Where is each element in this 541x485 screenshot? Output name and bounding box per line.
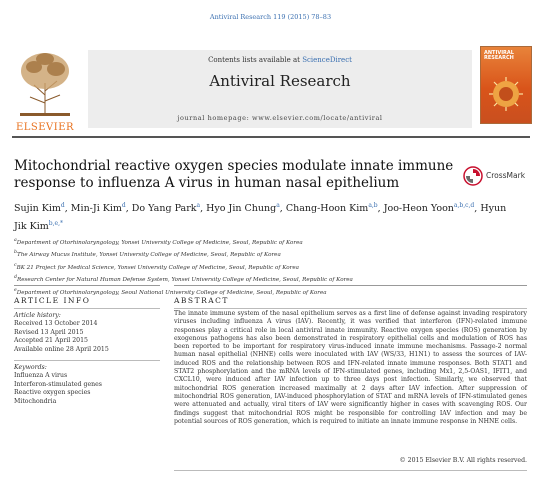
abstract-text: The innate immune system of the nasal epithelium serves as a first line of defense against invading respiratory viruses including influenza A virus (IAV). Recently, it was verified that interferon (IFN)-related immune responses play a critical role in local antiviral innate immunity. Reactive oxygen species (ROS) generation by exogenous pathogens has also been demonstrated in respiratory epithelial cells and modulation of ROS has been reported to be important for respiratory virus-induced innate immune mechanisms. Passage-2 normal human nasal epithelial (NHNE) cells were inoculated with IAV (WS/33, H1N1) to assess the sources of IAV-induced ROS and the relationship between ROS and IFN-related innate immune responses. Both STAT1 and STAT2 phosphorylation and the mRNA levels of IFN-stimulated genes, including Mx1, 2,5-OAS1, IFIT1, and CXCL10, were induced after IAV infection up to three days post infection. Similarly, we observed that mitochondrial ROS generation increased maximally at 2 days after IAV infection. After suppression of mitochondrial ROS generation, IAV-induced phosphorylation of STAT and mRNA levels of IFN-stimulated genes were attenuated and actually, viral titers of IAV were significantly higher in cases with scavenging ROS. Our findings suggest that mitochondrial ROS might be responsible for controlling IAV infection and may be potential sources of ROS generation, which is required to initiate an innate immune response in NHNE cells. <box>174 310 527 425</box>
article-info-subrule <box>14 308 160 309</box>
author-affiliation-marker[interactable]: a,b <box>368 202 378 209</box>
author-name[interactable]: Min-Ji Kim <box>70 203 122 215</box>
author-name[interactable]: Hyun Jik Kim <box>14 203 507 233</box>
affiliation-text: Department of Otorhinolaryngology, Yonsei University College of Medicine, Seoul, Republic of Korea <box>16 239 303 246</box>
author-name[interactable]: Do Yang Park <box>131 203 197 215</box>
history-online: Available online 28 April 2015 <box>14 345 109 353</box>
author-affiliation-marker[interactable]: a <box>196 202 201 209</box>
author-name[interactable]: Joo-Heon Yoon <box>383 203 454 215</box>
elsevier-tree-logo <box>12 45 78 133</box>
crossmark-label: CrossMark <box>486 171 526 180</box>
author-affiliation-marker[interactable]: b,e,* <box>48 220 63 228</box>
history-label: Article history: <box>14 312 61 319</box>
journal-cover-thumbnail <box>480 46 532 124</box>
author-list: Sujin Kim$^d$, Min-Ji Kim$^d$, Do Yang Park$^a$, Hyo Jin Chung$^a$, Chang-Hoon Kim$^{a,b}$, Joo-Heon Yoon$^{a,b,c,d}$, Hyun Jik Kim$^{b,e,*}$ <box>14 202 507 233</box>
history-received: Received 13 October 2014 <box>14 320 98 328</box>
abstract-heading: ABSTRACT <box>174 296 229 305</box>
copyright-notice: © 2015 Elsevier B.V. All rights reserved. <box>399 457 527 464</box>
crossmark-icon <box>463 166 483 186</box>
affiliation-item <box>14 261 519 273</box>
history-accepted: Accepted 21 April 2015 <box>14 337 88 345</box>
affiliation-list <box>14 236 519 298</box>
author-affiliation-marker[interactable]: a <box>276 202 280 209</box>
affiliation-text: Research Center for Natural Human Defense System, Yonsei University College of Medicine, Seoul, Republic of Korea <box>16 277 353 284</box>
affiliation-text: Department of Otorhinolaryngology, Seoul National University College of Medicine, Seoul, Republic of Korea <box>16 289 327 296</box>
abstract-end-rule <box>174 470 527 471</box>
affiliation-text: The Airway Mucus Institute, Yonsei University College of Medicine, Seoul, Republic of Korea <box>16 252 281 259</box>
keywords <box>14 364 154 406</box>
journal-reference[interactable]: Antiviral Research 119 (2015) 78–83 <box>209 13 332 21</box>
cover-title: ANTIVIRAL RESEARCH <box>484 50 514 62</box>
affiliation-key: d <box>14 275 17 281</box>
keyword-item: Reactive oxygen species <box>14 389 91 397</box>
article-info-rule <box>14 285 160 286</box>
affiliation-key: b <box>14 250 17 256</box>
abstract-subrule <box>174 308 527 309</box>
keyword-item: Interferon-stimulated genes <box>14 380 102 388</box>
author-name[interactable]: Sujin Kim <box>14 203 61 215</box>
cover-virus-graphic <box>485 73 527 115</box>
affiliation-item <box>14 273 519 285</box>
author-name[interactable]: Hyo Jin Chung <box>206 203 277 215</box>
affiliation-key: e <box>14 287 17 293</box>
journal-homepage[interactable]: journal homepage: www.elsevier.com/locate/antiviral <box>177 114 383 122</box>
contents-line <box>88 56 472 64</box>
keyword-item: Influenza A virus <box>14 372 68 380</box>
crossmark-badge[interactable] <box>463 166 533 186</box>
affiliation-item <box>14 236 519 248</box>
abstract-rule <box>174 285 527 286</box>
sciencedirect-link[interactable]: ScienceDirect <box>302 56 352 64</box>
author-affiliation-marker[interactable]: a,b,c,d <box>453 202 475 209</box>
article-history <box>14 312 154 354</box>
article-info-heading: ARTICLE INFO <box>14 296 91 305</box>
paper-title: Mitochondrial reactive oxygen species modulate innate immune response to influenza A virus in human nasal epithelium <box>14 158 454 191</box>
affiliation-text: BK 21 Project for Medical Science, Yonsei University College of Medicine, Seoul, Republic of Korea <box>16 264 299 271</box>
history-revised: Revised 13 April 2015 <box>14 328 84 336</box>
contents-prefix: Contents lists available at <box>208 56 303 64</box>
author-affiliation-marker[interactable]: d <box>121 202 126 209</box>
keyword-item: Mitochondria <box>14 397 57 405</box>
author-affiliation-marker[interactable]: d <box>60 202 65 209</box>
publisher-name: ELSEVIER <box>15 122 75 133</box>
affiliation-item <box>14 248 519 260</box>
author-name[interactable]: Chang-Hoon Kim <box>285 203 369 215</box>
affiliation-key: a <box>14 238 17 243</box>
keywords-rule <box>14 360 160 361</box>
header-divider <box>12 136 530 138</box>
affiliation-key: c <box>14 262 17 268</box>
journal-name: Antiviral Research <box>209 72 351 90</box>
keywords-label: Keywords: <box>14 364 47 371</box>
